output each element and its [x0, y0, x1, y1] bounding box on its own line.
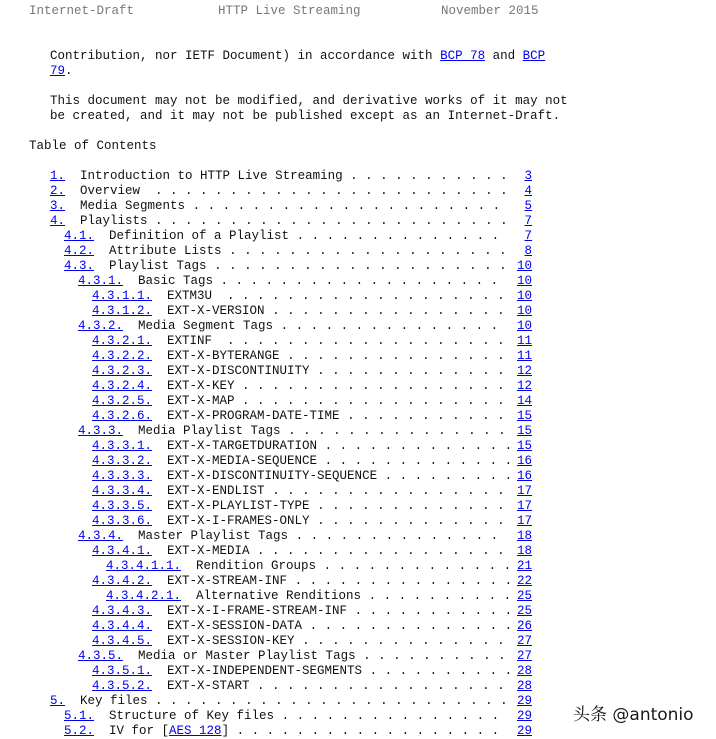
toc-section-title: Overview: [80, 184, 141, 198]
toc-row[interactable]: [0, 484, 716, 499]
toc-section-number[interactable]: 4.3.3.6.: [92, 514, 153, 528]
toc-entry: [78, 319, 498, 334]
toc-page-number[interactable]: 16: [516, 469, 532, 483]
toc-row[interactable]: [0, 259, 716, 274]
toc-section-number[interactable]: 2.: [50, 184, 66, 198]
toc-page-number[interactable]: 25: [516, 604, 532, 618]
toc-page-number[interactable]: 4: [524, 184, 532, 198]
toc-spacer: [152, 499, 167, 513]
toc-section-title: EXT-X-KEY: [167, 379, 235, 393]
toc-section-title: Media Segments: [80, 199, 186, 213]
toc-entry: [50, 214, 508, 229]
toc-section-title: EXT-X-BYTERANGE: [167, 349, 280, 363]
toc-row[interactable]: [0, 274, 716, 289]
toc-entry: [92, 574, 512, 589]
toc-row[interactable]: [0, 559, 716, 574]
toc-page-number[interactable]: 27: [516, 634, 532, 648]
toc-section-number[interactable]: 4.3.3.4.: [92, 484, 153, 498]
toc-section-title: EXTINF: [167, 334, 213, 348]
header-center: HTTP Live Streaming: [218, 4, 361, 18]
toc-section-title: EXT-X-SESSION-KEY: [167, 634, 295, 648]
toc-section-number[interactable]: 4.3.3.3.: [92, 469, 153, 483]
toc-entry: [92, 604, 512, 619]
toc-section-title: Media Playlist Tags: [138, 424, 281, 438]
toc-page-number[interactable]: 5: [524, 199, 532, 213]
toc-page-number[interactable]: 14: [516, 394, 532, 408]
toc-section-title: EXT-X-DISCONTINUITY: [167, 364, 310, 378]
toc-leader-dots: . . . . . . . . . . . . . . . . . . .: [212, 334, 505, 348]
toc-section-title: EXT-X-MAP: [167, 394, 235, 408]
toc-section-title: Definition of a Playlist: [109, 229, 290, 243]
para1-prefix: Contribution, nor IETF Document) in accordance with: [50, 49, 441, 63]
toc-spacer: [123, 424, 138, 438]
toc-section-title: EXT-X-INDEPENDENT-SEGMENTS: [167, 664, 363, 678]
toc-leader-dots: . . . . . . . . . . . . . . . . .: [249, 679, 505, 693]
toc-section-number[interactable]: 4.3.1.: [78, 274, 124, 288]
toc-page-number[interactable]: 10: [516, 304, 532, 318]
toc-leader-dots: . . . . . . . . . . . . . . .: [273, 319, 499, 333]
toc-section-title: EXT-X-I-FRAMES-ONLY: [167, 514, 310, 528]
toc-spacer: [152, 454, 167, 468]
toc-row[interactable]: [0, 469, 716, 484]
toc-section-number[interactable]: 5.1.: [64, 709, 95, 723]
toc-section-title: EXT-X-TARGETDURATION: [167, 439, 318, 453]
toc-page-number[interactable]: 16: [516, 454, 532, 468]
toc-reference-close: ]: [221, 724, 230, 738]
toc-row[interactable]: [0, 244, 716, 259]
toc-page-number[interactable]: 28: [516, 664, 532, 678]
toc-page-number[interactable]: 27: [516, 649, 532, 663]
toc-entry: [92, 679, 505, 694]
toc-section-title: EXT-X-PLAYLIST-TYPE: [167, 499, 310, 513]
toc-entry: [78, 274, 498, 289]
toc-section-number[interactable]: 4.: [50, 214, 66, 228]
toc-section-title: Structure of Key files: [109, 709, 275, 723]
toc-section-title: EXT-X-PROGRAM-DATE-TIME: [167, 409, 340, 423]
toc-leader-dots: . . . . . . . . . . . . . . .: [287, 574, 513, 588]
toc-spacer: [65, 169, 80, 183]
para2-line1: This document may not be modified, and derivative works of it may not: [50, 94, 568, 108]
toc-section-number[interactable]: 4.3.3.5.: [92, 499, 153, 513]
toc-leader-dots: . . . . . . . . . . . . . . . . . . . . . . . .: [140, 184, 508, 198]
toc-page-number[interactable]: 15: [516, 424, 532, 438]
toc-leader-dots: . . . . . . . . . . . . .: [309, 364, 505, 378]
toc-section-number[interactable]: 4.3.4.1.: [92, 544, 153, 558]
toc-section-title: IV for [: [109, 724, 170, 738]
toc-row[interactable]: [0, 229, 716, 244]
toc-entry: [92, 454, 512, 469]
toc-entry: [92, 409, 505, 424]
toc-page-number[interactable]: 12: [516, 364, 532, 378]
toc-row[interactable]: [0, 529, 716, 544]
toc-spacer: [123, 274, 138, 288]
toc-section-number[interactable]: 4.3.5.: [78, 649, 124, 663]
toc-page-number[interactable]: 29: [516, 724, 532, 738]
toc-spacer: [152, 619, 167, 633]
header-right: November 2015: [441, 4, 539, 18]
toc-row[interactable]: [0, 364, 716, 379]
toc-section-number[interactable]: 4.2.: [64, 244, 95, 258]
bcp79-link[interactable]: BCP: [522, 49, 546, 63]
toc-section-title: EXT-X-ENDLIST: [167, 484, 265, 498]
toc-spacer: [152, 349, 167, 363]
toc-entry: [64, 229, 499, 244]
toc-section-title: Media or Master Playlist Tags: [138, 649, 356, 663]
toc-page-number[interactable]: 28: [516, 679, 532, 693]
toc-entry: [64, 709, 499, 724]
toc-leader-dots: . . . . . . . . . .: [362, 664, 513, 678]
toc-row[interactable]: [0, 544, 716, 559]
toc-leader-dots: . . . . . . . . . . . . . . . . . . .: [213, 274, 499, 288]
toc-section-number[interactable]: 5.: [50, 694, 66, 708]
toc-spacer: [181, 589, 196, 603]
toc-section-title: Alternative Renditions: [196, 589, 362, 603]
toc-entry: [64, 724, 499, 739]
toc-row[interactable]: [0, 409, 716, 424]
toc-spacer: [65, 694, 80, 708]
toc-spacer: [94, 259, 109, 273]
toc-row[interactable]: [0, 514, 716, 529]
toc-entry: [92, 379, 505, 394]
toc-leader-dots: . . . . . . . . . . . . . . . . . . . . . . . .: [147, 214, 508, 228]
toc-spacer: [152, 484, 167, 498]
toc-section-number[interactable]: 4.3.5.2.: [92, 679, 153, 693]
toc-page-number[interactable]: 17: [516, 514, 532, 528]
toc-entry: [92, 469, 512, 484]
para1-and: and: [485, 49, 523, 63]
toc-leader-dots: . . . . . . . . . . . . . . . . . .: [234, 394, 505, 408]
bcp79-link-cont[interactable]: 79: [50, 64, 66, 78]
toc-entry: [50, 199, 500, 214]
toc-page-number[interactable]: 11: [516, 349, 532, 363]
toc-entry: [64, 259, 507, 274]
toc-row[interactable]: [0, 349, 716, 364]
toc-section-number[interactable]: 4.3.2.5.: [92, 394, 153, 408]
toc-leader-dots: . . . . . . . . . . . . .: [309, 514, 505, 528]
toc-page-number[interactable]: 11: [516, 334, 532, 348]
toc-page-number[interactable]: 18: [516, 544, 532, 558]
toc-spacer: [152, 604, 167, 618]
para2-line2: be created, and it may not be published except as an Internet-Draft.: [50, 109, 561, 123]
toc-section-title: EXT-X-MEDIA-SEQUENCE: [167, 454, 318, 468]
toc-leader-dots: . . . . . . . . . . . . .: [316, 559, 512, 573]
toc-row[interactable]: [0, 394, 716, 409]
toc-spacer: [123, 319, 138, 333]
header-left: Internet-Draft: [29, 4, 135, 18]
toc-section-title: EXT-X-I-FRAME-STREAM-INF: [167, 604, 348, 618]
toc-reference-link[interactable]: AES_128: [169, 724, 222, 738]
toc-spacer: [152, 334, 167, 348]
toc-spacer: [152, 664, 167, 678]
toc-leader-dots: . . . . . . . . . . . . . .: [302, 619, 513, 633]
para1-line1: [50, 49, 545, 64]
toc-section-number[interactable]: 4.3.3.: [78, 424, 124, 438]
toc-page-number[interactable]: 7: [524, 229, 532, 243]
toc-page-number[interactable]: 26: [516, 619, 532, 633]
toc-row[interactable]: [0, 679, 716, 694]
toc-page-number[interactable]: 29: [516, 694, 532, 708]
toc-section-number[interactable]: 4.3.2.6.: [92, 409, 153, 423]
toc-section-number[interactable]: 4.3.1.2.: [92, 304, 153, 318]
toc-entry: [92, 619, 512, 634]
toc-leader-dots: . . . . . . . . . . . . . . . . . . .: [221, 244, 507, 258]
toc-section-title: EXT-X-VERSION: [167, 304, 265, 318]
toc-spacer: [152, 469, 167, 483]
toc-leader-dots: . . . . . . . . . . . . . . . . . . . .: [206, 259, 507, 273]
toc-leader-dots: . . . . . . . . . . . . . .: [289, 229, 500, 243]
toc-entry: [50, 184, 508, 199]
toc-section-title: EXT-X-START: [167, 679, 250, 693]
toc-page-number[interactable]: 15: [516, 409, 532, 423]
toc-section-number[interactable]: 4.3.2.2.: [92, 349, 153, 363]
toc-entry: [92, 484, 505, 499]
bcp78-link[interactable]: BCP 78: [440, 49, 486, 63]
toc-leader-dots: . . . . . . . . . . . . . .: [294, 634, 505, 648]
toc-row[interactable]: [0, 634, 716, 649]
toc-leader-dots: . . . . . . . . . . . . . . . .: [264, 484, 505, 498]
toc-spacer: [123, 529, 138, 543]
toc-section-title: Playlist Tags: [109, 259, 207, 273]
toc-leader-dots: . . . . . . . . . . . . . . . . . .: [229, 724, 500, 738]
toc-leader-dots: . . . . . . . . . . . . . . . . .: [249, 544, 505, 558]
toc-row[interactable]: [0, 169, 716, 184]
toc-row[interactable]: [0, 184, 716, 199]
toc-spacer: [152, 544, 167, 558]
toc-page-number[interactable]: 25: [516, 589, 532, 603]
toc-page-number[interactable]: 22: [516, 574, 532, 588]
toc-spacer: [123, 649, 138, 663]
toc-section-title: EXTM3U: [167, 289, 213, 303]
toc-leader-dots: . . . . . . . . . .: [355, 649, 506, 663]
toc-spacer: [65, 184, 80, 198]
para1-line2: [50, 64, 73, 79]
toc-spacer: [181, 559, 196, 573]
toc-spacer: [94, 244, 109, 258]
toc-row[interactable]: [0, 424, 716, 439]
toc-row[interactable]: [0, 589, 716, 604]
toc-row[interactable]: [0, 289, 716, 304]
toc-section-number[interactable]: 4.3.4.2.1.: [106, 589, 182, 603]
toc-row[interactable]: [0, 664, 716, 679]
toc-entry: [92, 394, 505, 409]
toc-row[interactable]: [0, 304, 716, 319]
toc-section-number[interactable]: 4.3.5.1.: [92, 664, 153, 678]
toc-entry: [78, 529, 498, 544]
toc-spacer: [152, 304, 167, 318]
toc-leader-dots: . . . . . . . . . . .: [339, 409, 505, 423]
toc-page-number[interactable]: 17: [516, 484, 532, 498]
toc-page-number[interactable]: 3: [524, 169, 532, 183]
toc-section-title: EXT-X-STREAM-INF: [167, 574, 288, 588]
toc-entry: [106, 559, 511, 574]
toc-row[interactable]: [0, 499, 716, 514]
toc-page-number[interactable]: 29: [516, 709, 532, 723]
toc-page-number[interactable]: 10: [516, 259, 532, 273]
toc-section-number[interactable]: 4.3.4.2.: [92, 574, 153, 588]
toc-entry: [92, 499, 505, 514]
toc-row[interactable]: [0, 334, 716, 349]
toc-entry: [92, 514, 505, 529]
toc-section-number[interactable]: 4.3.3.2.: [92, 454, 153, 468]
toc-leader-dots: . . . . . . . . . . .: [347, 604, 513, 618]
toc-entry: [106, 589, 511, 604]
toc-page-number[interactable]: 17: [516, 499, 532, 513]
toc-spacer: [94, 709, 109, 723]
toc-section-title: Playlists: [80, 214, 148, 228]
toc-spacer: [152, 514, 167, 528]
toc-row[interactable]: [0, 454, 716, 469]
toc-spacer: [152, 574, 167, 588]
toc-page-number[interactable]: 21: [516, 559, 532, 573]
toc-section-number[interactable]: 4.3.2.3.: [92, 364, 153, 378]
toc-entry: [92, 304, 505, 319]
toc-section-title: Master Playlist Tags: [138, 529, 289, 543]
toc-spacer: [94, 724, 109, 738]
toc-section-number[interactable]: 4.3.2.: [78, 319, 124, 333]
toc-section-title: EXT-X-DISCONTINUITY-SEQUENCE: [167, 469, 378, 483]
toc-row[interactable]: [0, 439, 716, 454]
toc-section-number[interactable]: 1.: [50, 169, 66, 183]
toc-entry: [92, 364, 505, 379]
toc-spacer: [152, 634, 167, 648]
toc-leader-dots: . . . . . . . . . . . . . . .: [274, 709, 500, 723]
toc-leader-dots: . . . . . . . . . . . . .: [317, 454, 513, 468]
toc-spacer: [152, 364, 167, 378]
toc-section-number[interactable]: 4.1.: [64, 229, 95, 243]
toc-entry: [64, 244, 507, 259]
toc-section-title: Attribute Lists: [109, 244, 222, 258]
toc-section-title: EXT-X-SESSION-DATA: [167, 619, 303, 633]
toc-spacer: [152, 439, 167, 453]
toc-spacer: [152, 394, 167, 408]
toc-leader-dots: . . . . . . . . . . .: [342, 169, 508, 183]
toc-row[interactable]: [0, 724, 716, 739]
toc-leader-dots: . . . . . . . . . . . . . . . .: [264, 304, 505, 318]
toc-leader-dots: . . . . . . . . . . . . . . . . . . .: [212, 289, 505, 303]
toc-leader-dots: . . . . . . . . . . . . . . . . . . . . .: [185, 199, 501, 213]
toc-leader-dots: . . . . . . . . . . . . . .: [288, 529, 499, 543]
toc-entry: [92, 349, 505, 364]
toc-page-number[interactable]: 10: [516, 319, 532, 333]
toc-section-title: Basic Tags: [138, 274, 214, 288]
toc-row[interactable]: [0, 619, 716, 634]
toc-row[interactable]: [0, 574, 716, 589]
toc-section-number[interactable]: 4.3.3.1.: [92, 439, 153, 453]
toc-leader-dots: . . . . . . . . . . . . .: [317, 439, 513, 453]
toc-entry: [92, 544, 505, 559]
toc-leader-dots: . . . . . . . . . . . . . . .: [280, 424, 506, 438]
watermark: 头条 @antonio: [573, 705, 694, 725]
toc-row[interactable]: [0, 319, 716, 334]
toc-page-number[interactable]: 15: [516, 439, 532, 453]
para1-period: .: [65, 64, 73, 78]
toc-entry: [50, 169, 508, 184]
toc-entry: [92, 439, 512, 454]
toc-row[interactable]: [0, 379, 716, 394]
toc-spacer: [152, 679, 167, 693]
toc-entry: [92, 634, 505, 649]
toc-spacer: [65, 199, 80, 213]
toc-leader-dots: . . . . . . . . . .: [361, 589, 512, 603]
toc-page-number[interactable]: 10: [516, 289, 532, 303]
toc-row[interactable]: [0, 649, 716, 664]
toc-spacer: [152, 289, 167, 303]
toc-section-title: Introduction to HTTP Live Streaming: [80, 169, 343, 183]
toc-page-number[interactable]: 18: [516, 529, 532, 543]
toc-section-number[interactable]: 4.3.4.1.1.: [106, 559, 182, 573]
toc-section-number[interactable]: 4.3.4.: [78, 529, 124, 543]
toc-section-title: Media Segment Tags: [138, 319, 274, 333]
toc-leader-dots: . . . . . . . . . . . . . . . . . .: [234, 379, 505, 393]
toc-entry: [78, 424, 506, 439]
toc-spacer: [152, 409, 167, 423]
toc-section-title: EXT-X-MEDIA: [167, 544, 250, 558]
toc-page-number[interactable]: 8: [524, 244, 532, 258]
toc-title: Table of Contents: [29, 139, 157, 153]
toc-section-number[interactable]: 4.3.2.1.: [92, 334, 153, 348]
toc-page-number[interactable]: 7: [524, 214, 532, 228]
toc-entry: [92, 664, 512, 679]
toc-section-number[interactable]: 4.3.4.3.: [92, 604, 153, 618]
toc-leader-dots: . . . . . . . . . . . . . . . . . . . . . . . .: [147, 694, 508, 708]
toc-page-number[interactable]: 10: [516, 274, 532, 288]
toc-row[interactable]: [0, 214, 716, 229]
toc-row[interactable]: [0, 604, 716, 619]
toc-spacer: [152, 379, 167, 393]
toc-section-title: Rendition Groups: [196, 559, 317, 573]
toc-section-number[interactable]: 4.3.4.4.: [92, 619, 153, 633]
toc-leader-dots: . . . . . . . . . . . . . . .: [279, 349, 505, 363]
toc-leader-dots: . . . . . . . . . . . . .: [309, 499, 505, 513]
toc-page-number[interactable]: 12: [516, 379, 532, 393]
toc-spacer: [94, 229, 109, 243]
toc-leader-dots: . . . . . . . . .: [377, 469, 513, 483]
toc-section-number[interactable]: 4.3.2.4.: [92, 379, 153, 393]
toc-entry: [78, 649, 506, 664]
toc-entry: [92, 289, 505, 304]
toc-section-number[interactable]: 4.3.4.5.: [92, 634, 153, 648]
toc-entry: [50, 694, 508, 709]
toc-section-number[interactable]: 3.: [50, 199, 66, 213]
toc-spacer: [65, 214, 80, 228]
toc-section-title: Key files: [80, 694, 148, 708]
toc-section-number[interactable]: 4.3.1.1.: [92, 289, 153, 303]
toc-row[interactable]: [0, 199, 716, 214]
toc-section-number[interactable]: 5.2.: [64, 724, 95, 738]
toc-entry: [92, 334, 505, 349]
toc-section-number[interactable]: 4.3.: [64, 259, 95, 273]
